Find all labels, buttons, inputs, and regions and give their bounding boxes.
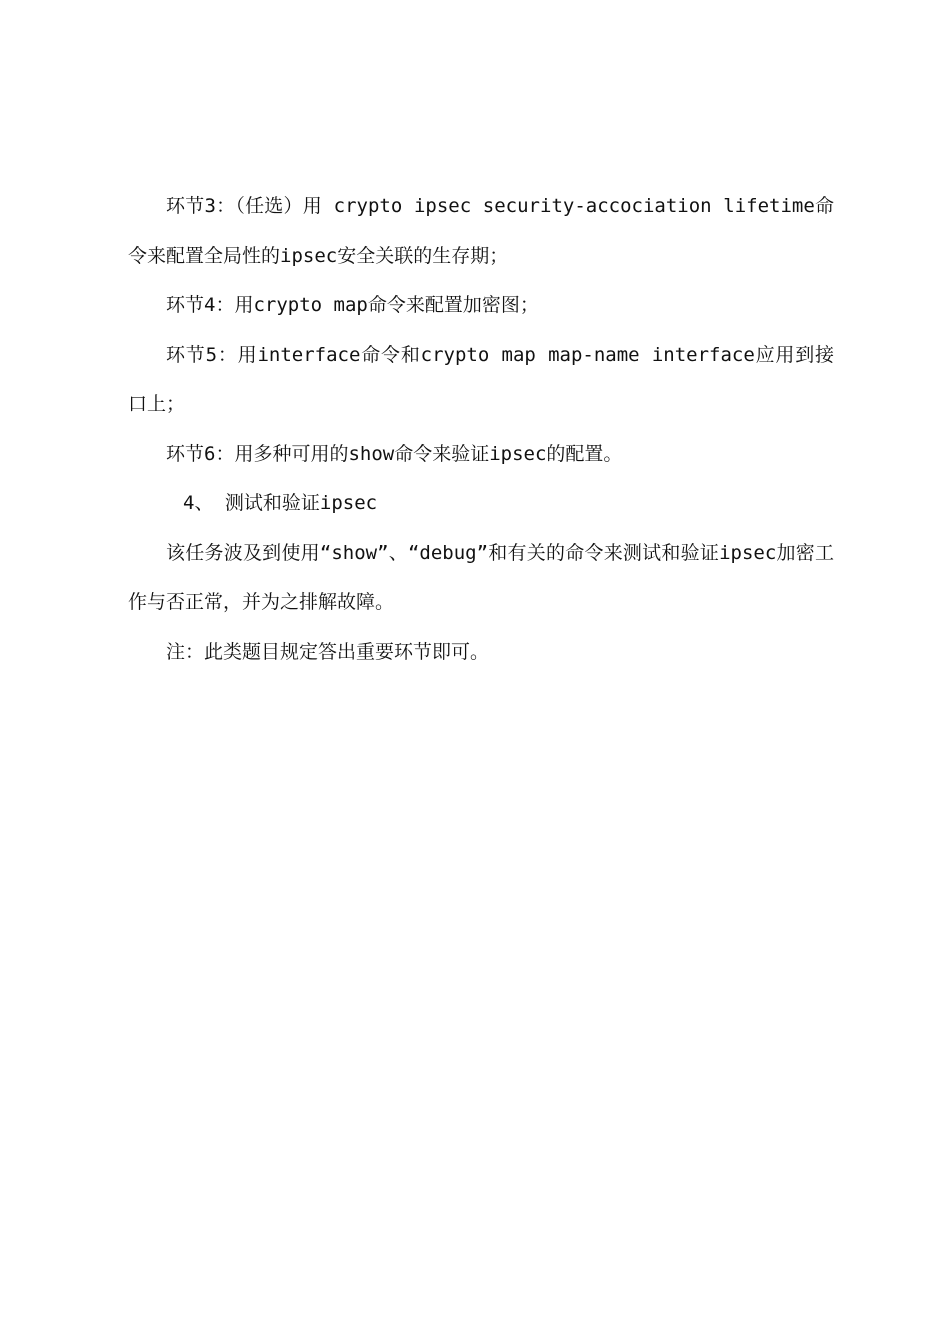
paragraph-step-4: 环节4：用crypto map命令来配置加密图； <box>166 294 539 316</box>
paragraph-step-3: 环节3：（任选）用 crypto ipsec security-accociation lifetime命令来配置全局性的ipsec安全关联的生存期； <box>128 195 834 267</box>
paragraph-step-6: 环节6：用多种可用的show命令来验证ipsec的配置。 <box>166 442 623 465</box>
document-body <box>128 182 834 677</box>
paragraph-note: 注：此类题目规定答出重要环节即可。 <box>166 640 490 663</box>
section-heading: 4、 测试和验证ipsec <box>183 492 378 514</box>
paragraph-step-5: 环节5：用interface命令和crypto map map-name interface应用到接口上； <box>128 343 834 415</box>
paragraph-testing: 该任务波及到使用“show”、“debug”和有关的命令来测试和验证ipsec加密工作与否正常，并为之排解故障。 <box>128 541 834 613</box>
